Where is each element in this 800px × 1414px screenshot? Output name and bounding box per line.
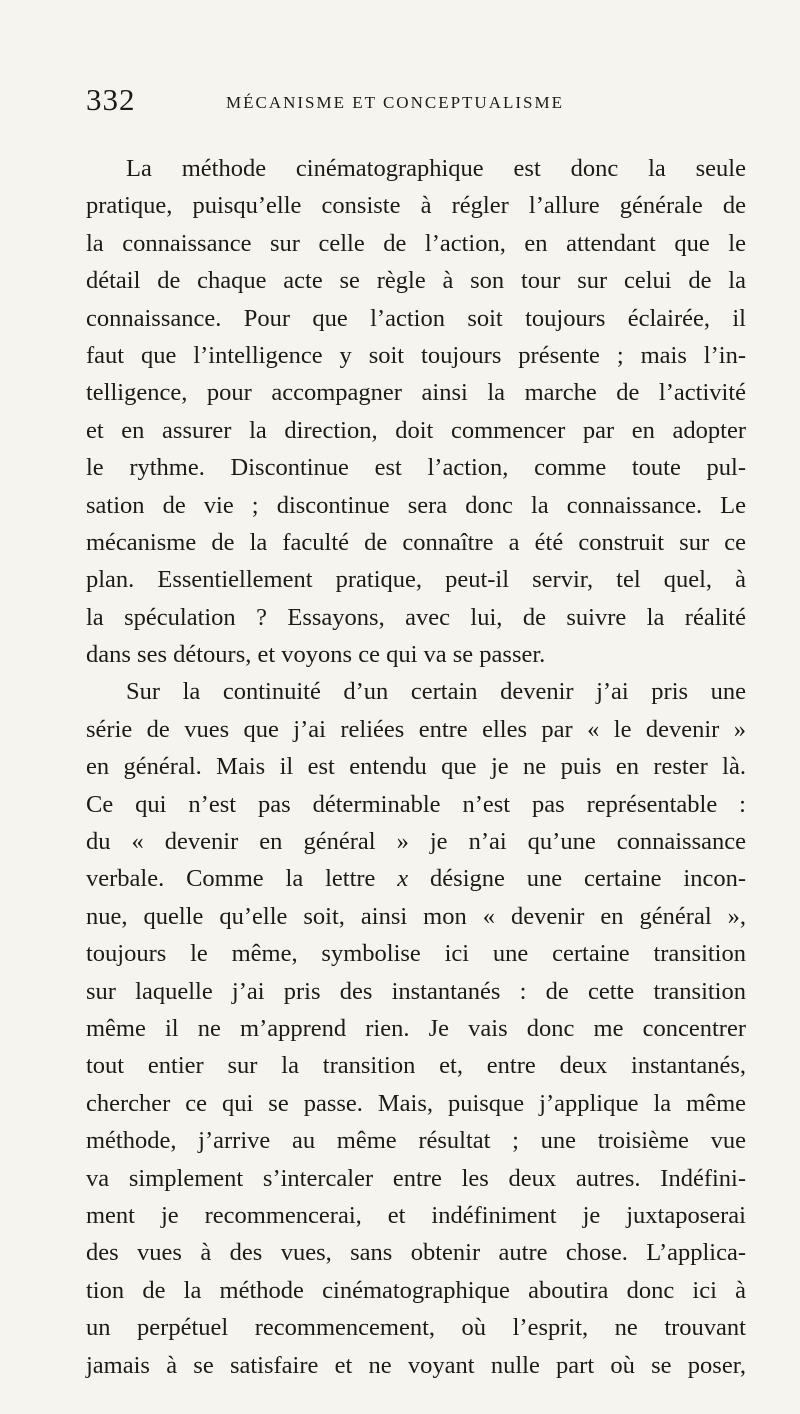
text-line: méthode, j’arrive au même résultat ; une troisième vue bbox=[86, 1127, 746, 1155]
text-line: telligence, pour accompagner ainsi la marche de l’activité bbox=[86, 379, 746, 407]
text-line: jamais à se satisfaire et ne voyant nulle part où se poser, bbox=[86, 1351, 746, 1379]
text-line: des vues à des vues, sans obtenir autre chose. L’applica- bbox=[86, 1239, 746, 1267]
text-line: chercher ce qui se passe. Mais, puisque j’applique la même bbox=[86, 1089, 746, 1117]
text-line: toujours le même, symbolise ici une certaine transition bbox=[86, 940, 746, 968]
text-line: le rythme. Discontinue est l’action, comme toute pul- bbox=[86, 454, 746, 482]
text-line: Ce qui n’est pas déterminable n’est pas représentable : bbox=[86, 790, 746, 818]
text-line: série de vues que j’ai reliées entre elles par « le devenir » bbox=[86, 715, 746, 743]
page-header bbox=[86, 82, 746, 122]
text-line: en général. Mais il est entendu que je ne puis en rester là. bbox=[86, 753, 746, 781]
text-line: va simplement s’intercaler entre les deux autres. Indéfini- bbox=[86, 1164, 746, 1192]
text-line: verbale. Comme la lettre x désigne une certaine incon- bbox=[86, 865, 746, 893]
running-title: MÉCANISME ET CONCEPTUALISME bbox=[226, 93, 564, 112]
text-line: La méthode cinématographique est donc la seule bbox=[126, 155, 746, 182]
text-line: tout entier sur la transition et, entre deux instantanés, bbox=[86, 1052, 746, 1080]
text-line: nue, quelle qu’elle soit, ainsi mon « devenir en général », bbox=[86, 902, 746, 930]
text-line: ment je recommencerai, et indéfiniment je juxtaposerai bbox=[86, 1201, 746, 1229]
text-line: pratique, puisqu’elle consiste à régler l’allure générale de bbox=[86, 192, 746, 220]
text-line: un perpétuel recommencement, où l’esprit, ne trouvant bbox=[86, 1314, 746, 1342]
text-line: mécanisme de la faculté de connaître a été construit sur ce bbox=[86, 528, 746, 556]
variable-x: x bbox=[397, 865, 409, 893]
text-line: plan. Essentiellement pratique, peut-il servir, tel quel, à bbox=[86, 566, 746, 594]
page-number: 332 bbox=[86, 82, 136, 117]
body-text bbox=[86, 150, 746, 1384]
text-line: même il ne m’apprend rien. Je vais donc me concentrer bbox=[86, 1014, 746, 1042]
text-line: dans ses détours, et voyons ce qui va se passer. bbox=[86, 641, 546, 669]
text-line: tion de la méthode cinématographique aboutira donc ici à bbox=[86, 1276, 746, 1304]
text-line: la connaissance sur celle de l’action, en attendant que le bbox=[86, 229, 746, 257]
text-line: la spéculation ? Essayons, avec lui, de suivre la réalité bbox=[86, 603, 746, 631]
text-line: faut que l’intelligence y soit toujours présente ; mais l’in- bbox=[86, 341, 746, 369]
text-line: Sur la continuité d’un certain devenir j’ai pris une bbox=[126, 678, 746, 706]
text-line: connaissance. Pour que l’action soit toujours éclairée, il bbox=[86, 304, 746, 332]
text-line: et en assurer la direction, doit commencer par en adopter bbox=[86, 416, 746, 444]
text-line: détail de chaque acte se règle à son tour sur celui de la bbox=[86, 267, 746, 295]
text-line: sation de vie ; discontinue sera donc la connaissance. Le bbox=[86, 491, 746, 519]
text-line: sur laquelle j’ai pris des instantanés : de cette transition bbox=[86, 977, 746, 1005]
text-line: du « devenir en général » je n’ai qu’une connaissance bbox=[86, 828, 746, 856]
